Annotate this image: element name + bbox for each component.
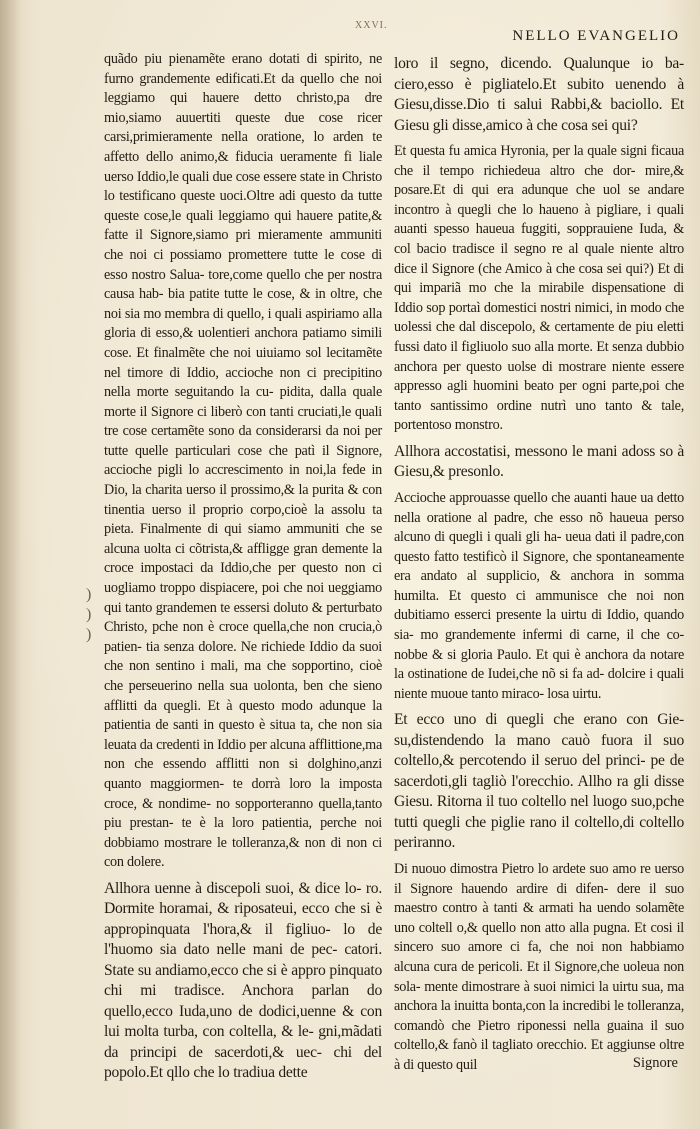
verse-paragraph: Et ecco uno di quegli che erano con Gie- su,distendendo la mano cauò fuora il suo coltello,& percotendo il seruo del princi- pe de sacerdoti,gli tagliò l'orecchio. Allho ra gli disse Giesu. Ritorna il tuo coltello nel luogo suo,pche tutti quegli che piglie rano il coltello,di coltello periranno.	[394, 711, 684, 852]
commentary-paragraph: quãdo piu pienamẽte erano dotati di spirito, ne furno grandemente edificati.Et da quello che noi leggiamo qui hauere detto christo,pa dre mio,siamo auuertiti queste due cose ricer carsi,primieramente nella oratione, lo arden te affetto dello animo,& fiducia ueramente fi liale uerso Iddio,le quali due cose essere state in Christo lo testificano queste uoci.Oltre adi questo da tutte queste cose,le quali leggiamo qui hauere patite,& fatte il Signore,siamo pri mieramente ammuniti che noi ci possiamo promettere tutte le cose di esso nostro Salua- tore,come quello che per nostra causa hab- bia patite tutte le cose, & in oltre, che noi sia mo membra di quello, i quali aspiriamo alla gloria di esso,& uolentieri anchora patiamo simili cose. Et finalmẽte che noi uiuiamo sol lecitamẽte nel timore di Iddio, accioche non ci precipitino nella morte seguitando la cu- pidita, dalla quale morte il Signore ci liberò con tanti cruciati,le quali tre cose certamẽte sono da considerarsi da noi per tutte quelle particulari cose che patì il Signore, accioche pigli lo accrescimento in noi,la fede in Dio, la charita uerso il prossimo,& la purita & con tinentia uerso il proprio corpo,cioè la assolu ta pieta. Finalmente di qui siamo ammuniti che se alcuna uolta ci cõtrista,& affligge gran demente la croce impostaci da Iddio,che per questo non ci uogliamo troppo dispiacere, poi che noi ueggiamo qui tanto grandemen te essersi doluto & perturbato Christo, pche non è croce quella,che non crucia,ò patien- tia senza dolore. Ne richiede Iddio da suoi che non sentino i mali, ma che sopportino, cioè che perseuerino nella sua uolonta, ben che sieno afflitti da quegli. Et à questo modo adunque la patientia de santi in questo è situa ta, che non sia leuata da credenti in Iddio per alcuna afflittione,ma non che essendo afflitti non si dolghino,anzi quanto maggiormen- te dorrà loro la imposta croce, & nondime- no sopporteranno quella,tanto piu prestan- te è la loro patientia, perche noi dobbiamo mostrare le tolleranza,& non di non ci con dolere.	[104, 51, 382, 871]
margin-mark: )	[86, 606, 92, 623]
verse-paragraph: loro il segno, dicendo. Qualunque io ba- ciero,esso è pigliatelo.Et subito uenendo à Giesu,disse.Dio ti salui Rabbi,& baciollo. Et Giesu gli disse,amico à che cosa sei qui?	[394, 55, 684, 134]
catchword: Signore	[632, 1055, 678, 1071]
verse-paragraph: Allhora uenne à discepoli suoi, & dice lo- ro. Dormite horamai, & riposateui, ecco che si è appropinquata l'hora,& il figliuo- lo de l'huomo sia dato nelle mani de pec- catori. State su andiamo,ecco che si è appro pinquato chi mi tradisce. Anchora parlan do quello,ecco Iuda,uno de dodici,uenne & con lui molta turba, con coltella, & le- gni,mãdati da principi de sacerdoti,& uec- chi del popolo.Et qllo che lo tradiua dette	[104, 879, 382, 1082]
margin-marks	[86, 585, 100, 645]
left-column	[104, 50, 382, 1090]
commentary-paragraph: Accioche approuasse quello che auanti haue ua detto nella oratione al padre, che esso nõ haueua perso alcuno di quegli i quali gli ha- ueua dati il padre,con questo fatto testificò il Signore, che spontaneamente era andato al supplicio, & anchora in somma humilta. Et questo ci ammunisce che noi non dubitiamo esserci presente la uirtu di Iddio, quando sia- mo grandemente infermi di carne, il che co- nobbe & si gloria Paulo. Et qui è anchora da notare la ostinatione de Iudei,che nõ si fa ad- dolcire i quali niente muoue tanto miraco- losa uirtu.	[394, 489, 684, 702]
spine-shadow	[0, 0, 22, 1129]
commentary-paragraph: Di nuouo dimostra Pietro lo ardete suo amo re uerso il Signore hauendo ardire di difen- dere il suo maestro contro à tanti & armati ha uendo solamẽte uno coltell o,& quello non atto alla pugna. Et cosi il sincero suo amore ci fa, che noi non habbiamo alcuna cura de pericoli. Et il Signore,che uoleua non sola- mente dimostrare à suoi nimici la uirtu sua, ma anchora la inuitta bonta,con la incredibi le tolleranza, comandò che Pietro riponessi nella guaina il suo coltello,& fanò il tagliato orecchio. Et aggiunse oltre à di questo quil	[394, 860, 684, 1073]
verse-paragraph: Allhora accostatisi, messono le mani adoss so à Giesu,& presonlo.	[394, 442, 684, 481]
right-column	[394, 50, 684, 1081]
commentary-paragraph: Et questa fu amica Hyronia, per la quale signi ficaua che il tempo richiedeua altro che dor- mire,& posare.Et di qui era adunque che uol se andare incontro à quegli che lo haueno à pigliare, i quali auanti spesso haueua fuggiti, sopprauiene Iuda, & col bacio tradisce il segno re al quale niente altro dice il Signore (che Amico à che cosa sei qui?) Et di qui impariã mo che la mirabile dispensatione di Iddio sop portaì domestici nostri nimici, in modo che uolessi che dal discepolo, & certamente de piu eletti fussi dato il figliuolo suo alla morte. Et senza dubbio anchora per questo uolse di mostrare niente essere appresso agli huomini beato per ogni parte,poi che tanto santissimo ordine nutrì uno tanto & tale, portentoso monstro.	[394, 143, 684, 434]
margin-mark: )	[86, 586, 92, 603]
page-header	[100, 20, 680, 50]
folio-number: XXVI.	[355, 20, 388, 31]
running-title: NELLO EVANGELIO	[512, 28, 680, 44]
margin-mark: )	[86, 626, 92, 643]
